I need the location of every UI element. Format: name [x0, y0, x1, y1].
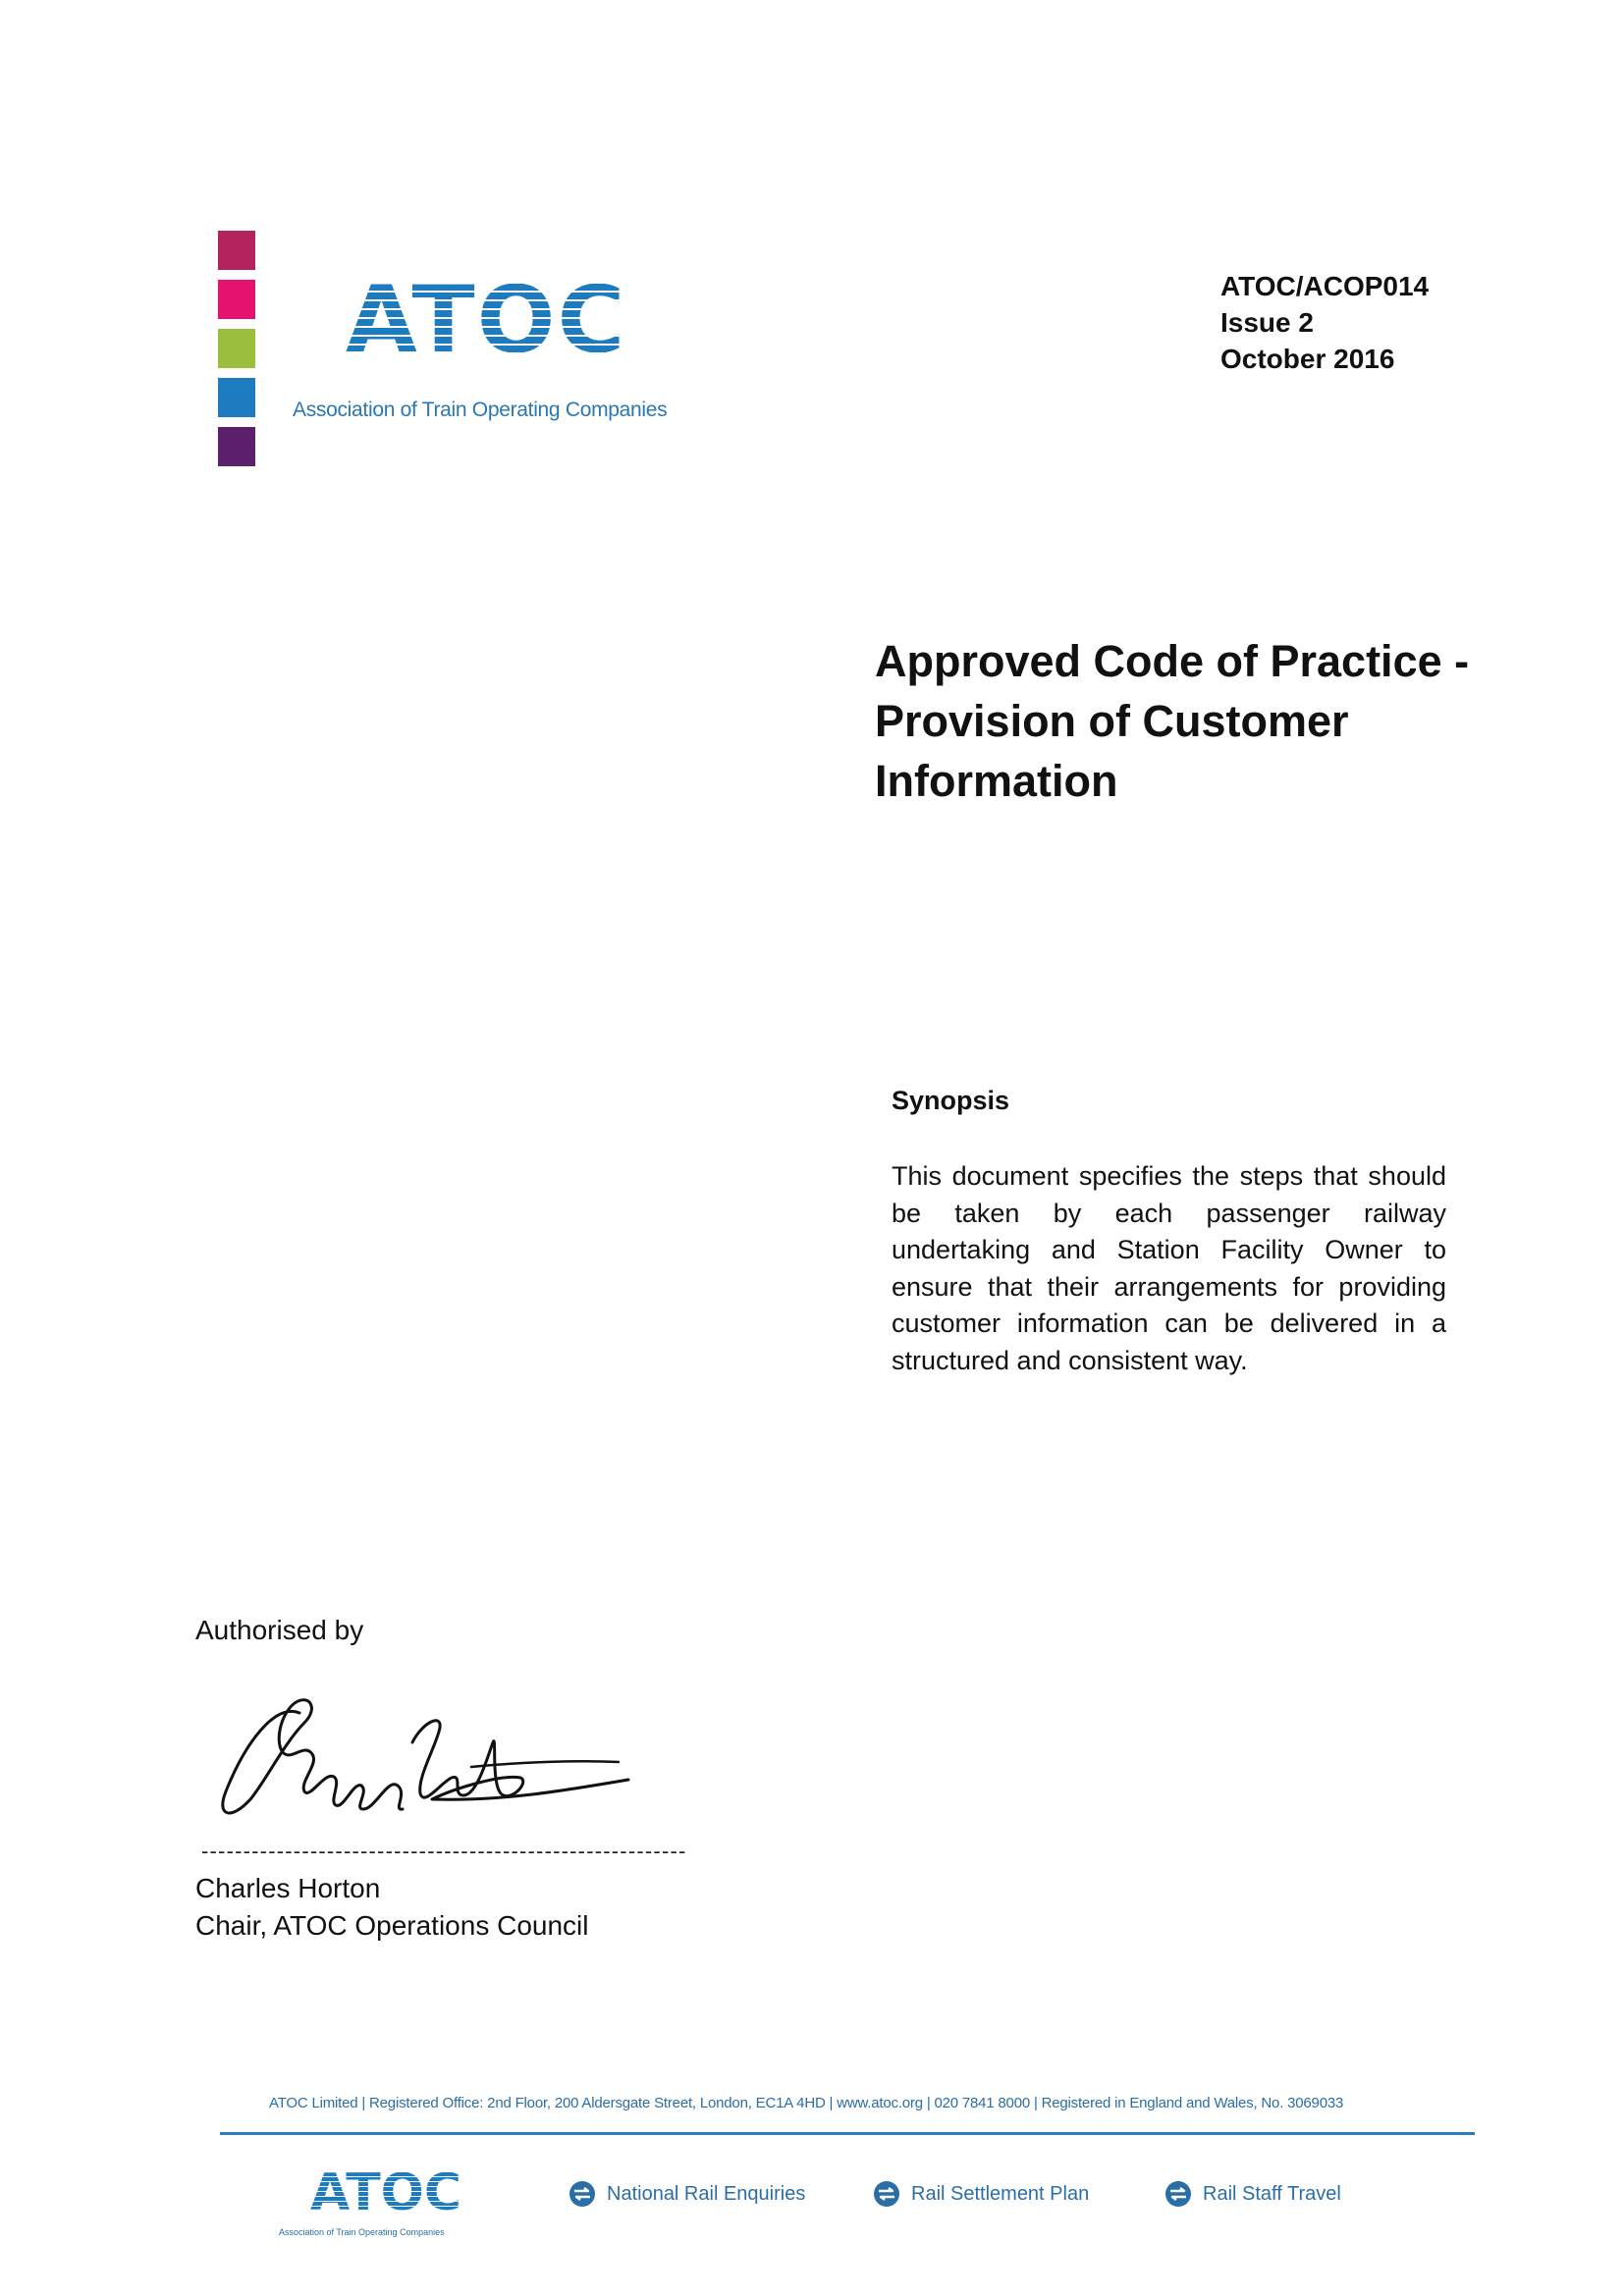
signer-name: Charles Horton	[195, 1873, 381, 1903]
rail-arrows-icon	[874, 2181, 899, 2207]
logo-bar-1	[218, 231, 255, 270]
document-title: Approved Code of Practice - Provision of Customer Information	[875, 636, 1470, 806]
logo-bar-4	[218, 378, 255, 417]
footer-logo-wordmark: ATOC	[310, 2163, 462, 2222]
signature-stroke-2	[412, 1721, 628, 1799]
authorised-by-label: Authorised by	[195, 1615, 364, 1645]
footer-logo-subtitle: Association of Train Operating Companies	[279, 2227, 445, 2237]
brand-label: Rail Settlement Plan	[911, 2182, 1090, 2205]
document-reference	[1220, 268, 1429, 377]
brand-label: National Rail Enquiries	[607, 2182, 806, 2205]
brand-national-rail-enquiries	[569, 2181, 805, 2207]
brand-label: Rail Staff Travel	[1203, 2182, 1341, 2205]
logo-bar-5	[218, 427, 255, 466]
signature-line: ----------------------------------------------------------	[201, 1839, 687, 1863]
document-code: ATOC/ACOP014	[1220, 271, 1430, 301]
document-date: October 2016	[1220, 344, 1395, 374]
rail-arrows-icon	[1165, 2181, 1191, 2207]
synopsis-heading: Synopsis	[892, 1086, 1010, 1115]
footer-address: ATOC Limited | Registered Office: 2nd Floor, 200 Aldersgate Street, London, EC1A 4HD | www.atoc.org | 020 7841 8000 | Registered in England and Wales, No. 3069033	[269, 2095, 1344, 2111]
logo-bar-3	[218, 329, 255, 368]
brand-rail-settlement-plan	[874, 2181, 1089, 2207]
synopsis-body: This document specifies the steps that should be taken by each passenger railway undertaking and Station Facility Owner to ensure that their arrangements for providing customer information can be delivered in a structured and consistent way.	[892, 1161, 1446, 1375]
signature-stroke-1	[223, 1700, 403, 1813]
logo-wordmark: ATOC	[346, 267, 627, 374]
footer-divider	[220, 2132, 1475, 2135]
document-issue: Issue 2	[1220, 307, 1314, 338]
rail-arrows-icon	[569, 2181, 595, 2207]
logo-bar-2	[218, 280, 255, 319]
brand-rail-staff-travel	[1165, 2181, 1341, 2207]
atoc-logo	[218, 231, 670, 481]
signature-image	[206, 1683, 638, 1831]
footer-atoc-logo	[279, 2163, 495, 2246]
signer-role: Chair, ATOC Operations Council	[195, 1910, 589, 1941]
logo-subtitle: Association of Train Operating Companies	[293, 399, 668, 421]
